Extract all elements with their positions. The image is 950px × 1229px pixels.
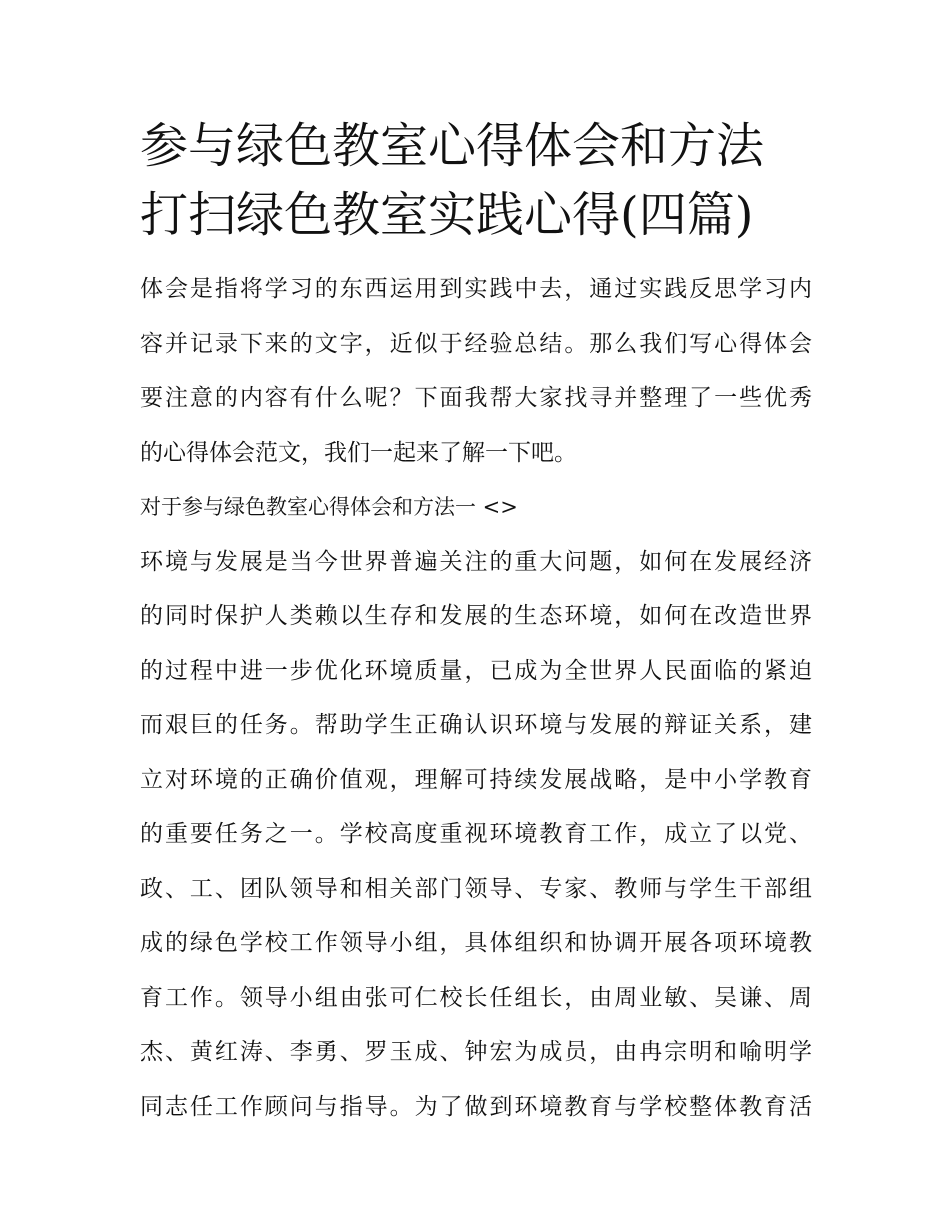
intro-paragraph (140, 262, 812, 480)
intro-line-2: 容并记录下来的文字，近似于经验总结。那么我们写心得体会 (140, 330, 812, 357)
body-line-7: 政、工、团队领导和相关部门领导、专家、教师与学生干部组 (140, 875, 812, 902)
body-line-6: 的重要任务之一。学校高度重视环境教育工作，成立了以党、 (140, 821, 812, 847)
body-line-10: 杰、黄红涛、李勇、罗玉成、钟宏为成员，由冉宗明和喻明学 (140, 1039, 812, 1065)
intro-line-4: 的心得体会范文，我们一起来了解一下吧。 (140, 439, 577, 466)
document-body (140, 262, 812, 1134)
document-page (140, 112, 812, 1134)
body-line-2: 的同时保护人类赖以生存和发展的生态环境，如何在改造世界 (140, 603, 812, 629)
body-line-11: 同志任工作顾问与指导。为了做到环境教育与学校整体教育活 (140, 1093, 812, 1120)
body-line-1: 环境与发展是当今世界普遍关注的重大问题，如何在发展经济 (140, 548, 812, 575)
body-line-3: 的过程中进一步优化环境质量，已成为全世界人民面临的紧迫 (140, 657, 812, 684)
document-title (140, 112, 812, 250)
section-heading: 对于参与绿色教室心得体会和方法一 <> (140, 495, 518, 519)
intro-line-1: 体会是指将学习的东西运用到实践中去，通过实践反思学习内 (140, 276, 812, 302)
body-paragraph (140, 535, 812, 1135)
body-line-9: 育工作。领导小组由张可仁校长任组长，由周业敏、吴谦、周 (140, 984, 812, 1011)
body-line-4: 而艰巨的任务。帮助学生正确认识环境与发展的辩证关系，建 (140, 712, 812, 738)
intro-line-3: 要注意的内容有什么呢？下面我帮大家找寻并整理了一些优秀 (140, 385, 812, 411)
title-line-2: 打扫绿色教室实践心得(四篇) (140, 187, 754, 243)
body-line-5: 立对环境的正确价值观，理解可持续发展战略，是中小学教育 (140, 766, 812, 793)
title-line-1: 参与绿色教室心得体会和方法 (140, 118, 765, 174)
body-line-8: 成的绿色学校工作领导小组，具体组织和协调开展各项环境教 (140, 930, 812, 956)
